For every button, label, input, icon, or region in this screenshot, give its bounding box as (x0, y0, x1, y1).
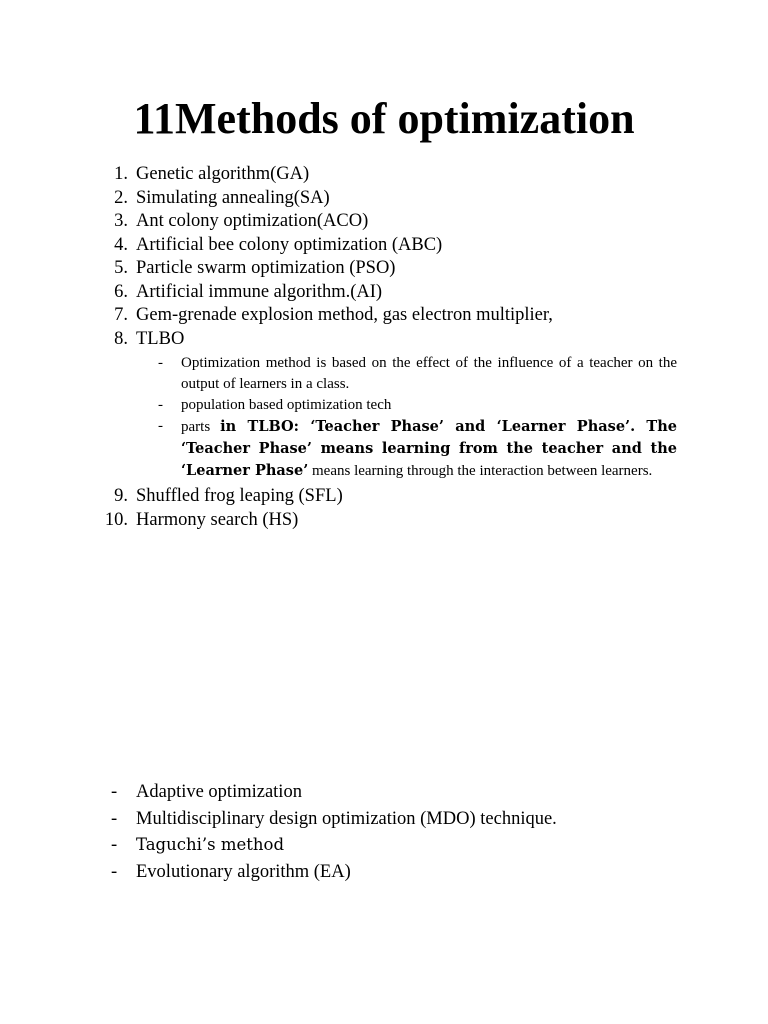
other-methods-list (0, 779, 768, 885)
list-item (0, 859, 768, 886)
list-item (0, 806, 768, 833)
list-item-text: Multidisciplinary design optimization (MDO) technique. (136, 808, 557, 829)
list-item-text: Simulating annealing(SA) (136, 187, 330, 208)
bullet-text-post: means learning through the interaction between learners. (308, 463, 653, 479)
list-item (0, 509, 768, 533)
list-item-number: 2. (114, 187, 128, 208)
bullet-text (181, 416, 677, 482)
list-item-text: Particle swarm optimization (PSO) (136, 258, 396, 278)
list-item-text: Ant colony optimization(ACO) (136, 211, 369, 231)
list-item (0, 163, 768, 187)
list-item (0, 304, 768, 328)
bullet-dash: - (111, 782, 118, 802)
list-item-text: Adaptive optimization (136, 782, 302, 802)
methods-numbered-list (0, 163, 768, 532)
bullet-item (0, 395, 768, 416)
list-item-number: 4. (114, 234, 128, 255)
list-item-text: Artificial bee colony optimization (ABC) (136, 234, 443, 255)
list-item-text: TLBO (136, 328, 185, 349)
page-title: 11Methods of optimization (133, 94, 635, 143)
list-item-number: 10. (104, 509, 128, 530)
bullet-dash: - (111, 808, 118, 829)
bullet-text-highlight: in TLBO: ‘Teacher Phase’ and ‘Learner Phase’. The ‘Teacher Phase’ means learning from the teacher and the ‘Learner Phase’ (181, 418, 677, 479)
tlbo-details (0, 353, 768, 482)
bullet-text-pre: parts (181, 419, 221, 435)
bullet-dash: - (158, 355, 163, 371)
list-item (0, 257, 768, 281)
list-item-number: 5. (114, 258, 128, 278)
list-item-text: Artificial immune algorithm.(AI) (136, 281, 383, 302)
list-item-text: Taguchi’s method (136, 835, 285, 854)
list-item-text: Gem-grenade explosion method, gas electron multiplier, (136, 305, 553, 325)
bullet-dash: - (111, 835, 118, 855)
list-item-text: Harmony search (HS) (136, 509, 299, 530)
tlbo-bullet-list (0, 353, 768, 482)
list-item (0, 485, 768, 509)
list-item-number: 1. (114, 164, 128, 184)
bullet-dash: - (158, 397, 163, 413)
list-item-text: Evolutionary algorithm (EA) (136, 861, 351, 882)
list-item (0, 187, 768, 211)
list-item (0, 210, 768, 234)
list-item (0, 328, 768, 352)
bullet-text: population based optimization tech (181, 397, 392, 413)
list-item-number: 8. (114, 328, 128, 349)
bullet-item (0, 416, 768, 482)
list-item-text: Shuffled frog leaping (SFL) (136, 486, 343, 506)
list-item-text: Genetic algorithm(GA) (136, 164, 310, 184)
list-item-number: 7. (114, 305, 128, 325)
bullet-text: Optimization method is based on the effect of the influence of a teacher on the output of learners in a class. (181, 355, 677, 392)
list-item-number: 3. (114, 211, 128, 231)
list-item-number: 9. (114, 486, 128, 506)
bullet-dash: - (111, 861, 118, 882)
list-item (0, 779, 768, 806)
list-item (0, 281, 768, 305)
bullet-item (0, 353, 768, 395)
list-item (0, 832, 768, 859)
bullet-dash: - (158, 418, 163, 434)
list-item-number: 6. (114, 281, 128, 302)
list-item (0, 234, 768, 258)
